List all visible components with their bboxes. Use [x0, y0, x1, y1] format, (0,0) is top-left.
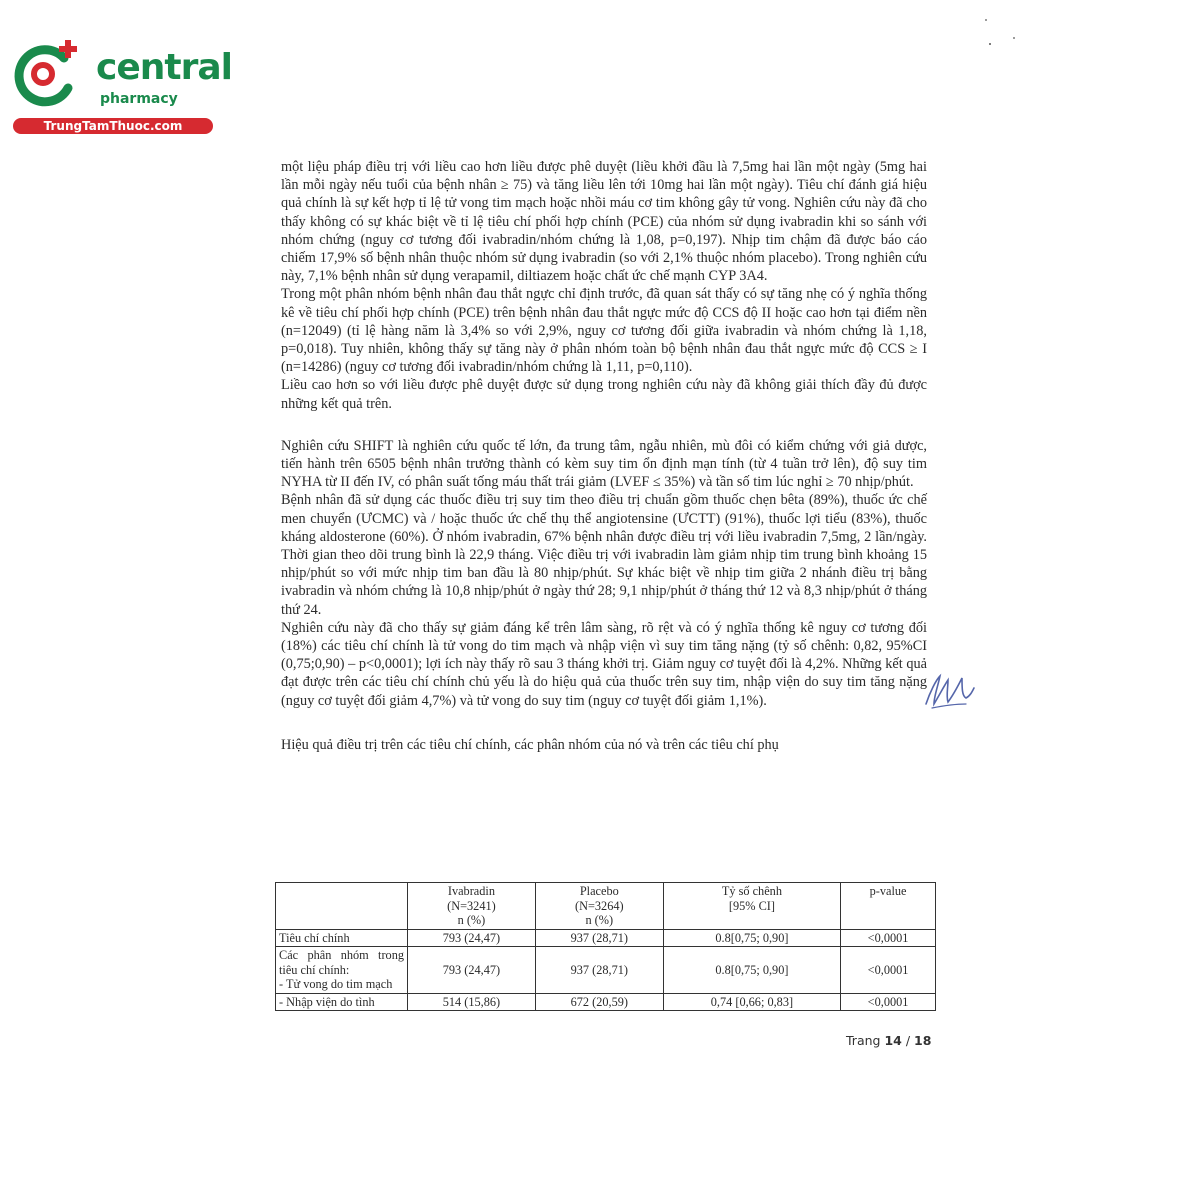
- brand-subtitle: pharmacy: [100, 91, 178, 107]
- brand-logo[interactable]: [10, 38, 232, 138]
- paragraph-higher-dose-note: Liều cao hơn so với liều được phê duyệt được sử dụng trong nghiên cứu này đã không giải thích đầy đủ được những kết quả trên.: [281, 377, 927, 412]
- paragraph-angina-subgroup: Trong một phân nhóm bệnh nhân đau thắt ngực chỉ định trước, đã quan sát thấy có sự tăng nhẹ có ý nghĩa thống kê về tiêu chí phối hợp chính (PCE) trên bệnh nhân đau thắt ngực mức độ CCS độ II hoặc cao hơn tại điểm nền (n=12049) (tỉ lệ hàng năm là 3,4% so với 2,9%, nguy cơ tương đối giữa ivabradin và nhóm chứng là 1,18, p=0,018). Tuy nhiên, không thấy sự tăng này ở phân nhóm toàn bộ bệnh nhân đau thắt ngực mức độ CCS ≥ I (n=14286) (nguy cơ tương đối ivabradin/nhóm chứng là 1,11, p=0,110).: [281, 286, 927, 376]
- header-empty-cell: [276, 883, 408, 930]
- cell-ratio: 0.8[0,75; 0,90]: [663, 929, 840, 947]
- website-badge[interactable]: TrungTamThuoc.com: [13, 118, 213, 134]
- page-separator: /: [901, 1033, 915, 1048]
- page-total: 18: [914, 1033, 932, 1048]
- paragraph-shift-study: Nghiên cứu SHIFT là nghiên cứu quốc tế lớn, đa trung tâm, ngẫu nhiên, mù đôi có kiểm chứng với giả dược, tiến hành trên 6505 bệnh nhân trưởng thành có kèm suy tim ổn định mạn tính (từ 4 tuần trở lên), độ suy tim NYHA từ II đến IV, có phân suất tống máu thất trái giảm (LVEF ≤ 35%) và tần số tim lúc nghỉ ≥ 70 nhịp/phút.: [281, 437, 927, 491]
- cell-p-value: <0,0001: [841, 929, 936, 947]
- cell-placebo: 937 (28,71): [535, 947, 663, 994]
- paragraph-shift-treatment: Bệnh nhân đã sử dụng các thuốc điều trị suy tim theo điều trị chuẩn gồm thuốc chẹn bêta (89%), thuốc ức chế men chuyển (ƯCMC) và / hoặc thuốc ức chế thụ thể angiotensine (ƯCTT) (91%), thuốc lợi tiểu (83%), thuốc kháng aldosterone (60%). Ở nhóm ivabradin, 67% bệnh nhân được điều trị với liều ivabradin 7,5mg, 2 lần/ngày. Thời gian theo dõi trung bình là 22,9 tháng. Việc điều trị với ivabradin làm giảm nhịp tim trung bình khoảng 15 nhịp/phút so với mức nhịp tim ban đầu là 80 nhịp/phút. Sự khác biệt về nhịp tim giữa 2 nhánh điều trị bằng ivabradin và nhóm chứng là 10,8 nhịp/phút ở ngày thứ 28; 9,1 nhịp/phút ở tháng thứ 12 và 8,3 nhịp/phút ở tháng thứ 24.: [281, 492, 927, 618]
- row-label: - Nhập viện do tình: [276, 993, 408, 1011]
- cell-ratio: 0,74 [0,66; 0,83]: [663, 993, 840, 1011]
- table-row: [276, 947, 936, 994]
- cell-placebo: 937 (28,71): [535, 929, 663, 947]
- table-header-row: [276, 883, 936, 930]
- scan-marks-icon: [978, 14, 1018, 50]
- row-label: Tiêu chí chính: [276, 929, 408, 947]
- page-current: 14: [884, 1033, 902, 1048]
- cell-ivabradin: 793 (24,47): [408, 929, 536, 947]
- cell-ivabradin: 793 (24,47): [408, 947, 536, 994]
- cell-ratio: 0.8[0,75; 0,90]: [663, 947, 840, 994]
- header-placebo: Placebo (N=3264) n (%): [535, 883, 663, 930]
- paragraph-shift-results: Nghiên cứu này đã cho thấy sự giảm đáng kể trên lâm sàng, rõ rệt và có ý nghĩa thống kê nguy cơ tương đối (18%) các tiêu chí chính là tử vong do tim mạch và nhập viện vì suy tim tăng nặng (tỷ số chênh: 0,82, 95%CI (0,75;0,90) – p<0,0001); lợi ích này thấy rõ sau 3 tháng khởi trị. Giảm nguy cơ tuyệt đối là 4,2%. Những kết quả đạt được trên các tiêu chí chính chủ yếu là do hiệu quả của thuốc trên suy tim, nhập viện do suy tim tăng nặng (nguy cơ tuyệt đối giảm 4,7%) và tử vong do suy tim (nguy cơ tuyệt đối giảm 1,1%).: [281, 619, 927, 709]
- table-caption: Hiệu quả điều trị trên các tiêu chí chính, các phân nhóm của nó và trên các tiêu chí phụ: [281, 736, 779, 753]
- table-row: [276, 993, 936, 1011]
- table-row: [276, 929, 936, 947]
- row-label: Các phân nhóm trong tiêu chí chính: - Tử vong do tim mạch: [276, 947, 408, 994]
- brand-name: central: [96, 47, 232, 88]
- paragraph-dose-study: một liệu pháp điều trị với liều cao hơn liều được phê duyệt (liều khởi đầu là 7,5mg hai lần một ngày (5mg hai lần mỗi ngày nếu tuổi của bệnh nhân ≥ 75) và tăng liều lên tới 10mg hai lần một ngày). Tiêu chí đánh giá hiệu quả chính là sự kết hợp tỉ lệ tử vong tim mạch hoặc nhồi máu cơ tim không gây tử vong. Nghiên cứu này đã cho thấy không có sự khác biệt về tỉ lệ tiêu chí phối hợp chính (PCE) của nhóm sử dụng ivabradin khi so sánh với nhóm chứng (nguy cơ tương đối ivabradin/nhóm chứng là 1,08, p=0,197). Nhịp tim chậm đã được báo cáo chiếm 17,9% số bệnh nhân thuộc nhóm sử dụng ivabradin (so với 2,1% thuộc nhóm placebo). Trong nghiên cứu này, 7,1% bệnh nhân sử dụng verapamil, diltiazem hoặc chất ức chế mạnh CYP 3A4.: [281, 159, 927, 285]
- cell-ivabradin: 514 (15,86): [408, 993, 536, 1011]
- pharmacy-logo-icon: [10, 38, 82, 110]
- cell-p-value: <0,0001: [841, 947, 936, 994]
- handwritten-signature-icon: [922, 664, 978, 712]
- results-table: [275, 882, 936, 1011]
- page-label: Trang: [846, 1033, 885, 1048]
- page-number: [846, 1033, 931, 1048]
- cell-placebo: 672 (20,59): [535, 993, 663, 1011]
- header-p-value: p-value: [841, 883, 936, 930]
- header-ratio: Tỷ số chênh [95% CI]: [663, 883, 840, 930]
- cell-p-value: <0,0001: [841, 993, 936, 1011]
- document-body: [281, 158, 927, 754]
- header-ivabradin: Ivabradin (N=3241) n (%): [408, 883, 536, 930]
